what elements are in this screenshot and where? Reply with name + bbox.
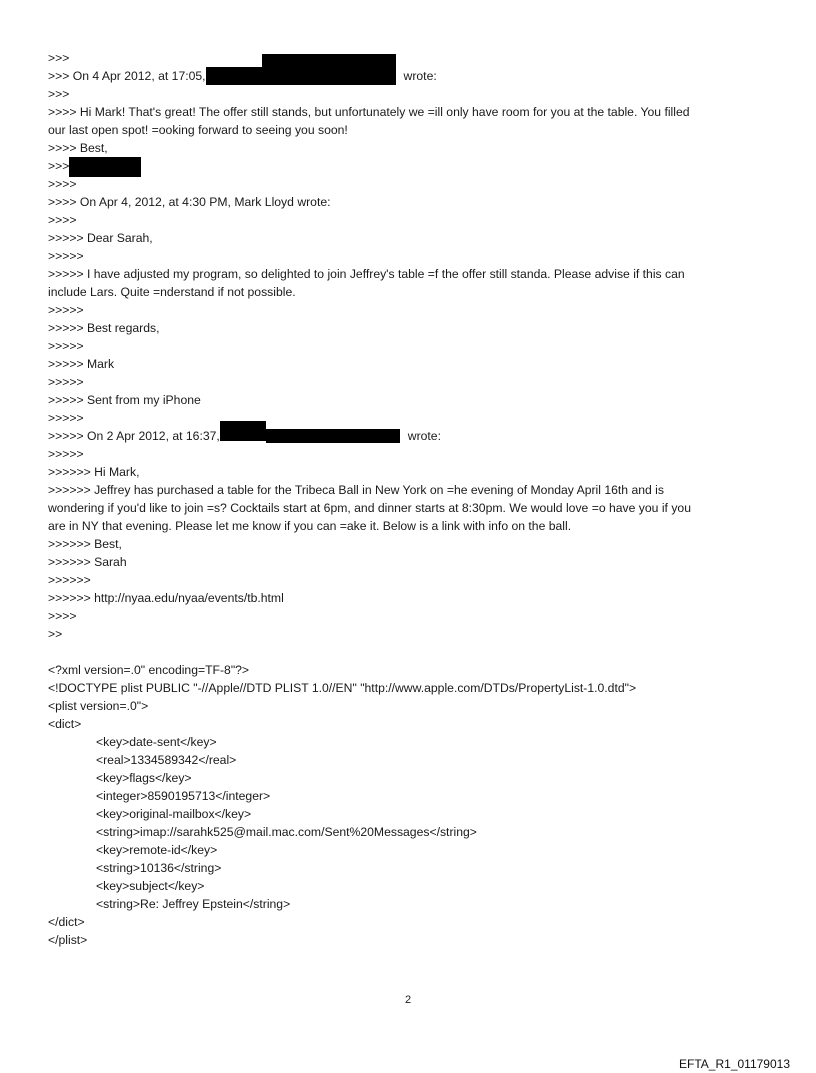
email-line: our last open spot! =ooking forward to seeing you soon! — [48, 123, 348, 137]
plist-line: <integer>8590195713</integer> — [96, 789, 271, 803]
email-line: >>>>> — [48, 303, 84, 317]
email-line: >>>>>> Sarah — [48, 555, 127, 569]
email-line: >>>> — [48, 609, 77, 623]
redaction-bar — [262, 54, 396, 85]
email-line-text: >>>>> On 2 Apr 2012, at 16:37, — [48, 429, 220, 443]
plist-line: <key>flags</key> — [96, 771, 192, 785]
email-line: >>> — [48, 51, 70, 65]
email-header-line — [48, 67, 437, 85]
email-line-text: >>> On 4 Apr 2012, at 17:05, — [48, 69, 206, 83]
plist-line: <?xml version=.0" encoding=TF-8"?> — [48, 663, 250, 677]
email-line-text: wrote: — [403, 69, 437, 83]
email-line: >>>>> Sent from my iPhone — [48, 393, 201, 407]
email-line: are in NY that evening. Please let me know if you can =ake it. Below is a link with info on the ball. — [48, 519, 572, 533]
redaction-bar — [69, 157, 141, 177]
email-line: include Lars. Quite =nderstand if not possible. — [48, 285, 296, 299]
email-line: >>>>>> Hi Mark, — [48, 465, 140, 479]
plist-line: </plist> — [48, 933, 88, 947]
email-line: >>>>> — [48, 249, 84, 263]
email-line: >>>>> I have adjusted my program, so delighted to join Jeffrey's table =f the offer still standa. Please advise if this can — [48, 267, 685, 281]
email-line: >>>>> Mark — [48, 357, 115, 371]
email-line: >> — [48, 627, 63, 641]
email-header-line — [48, 427, 441, 445]
email-line: >>>>> — [48, 447, 84, 461]
email-line: >>>>> — [48, 375, 84, 389]
email-line-text: >>> — [48, 159, 70, 173]
plist-line: <!DOCTYPE plist PUBLIC "-//Apple//DTD PLIST 1.0//EN" "http://www.apple.com/DTDs/PropertyList-1.0.dtd"> — [48, 681, 637, 695]
email-line: >>>> On Apr 4, 2012, at 4:30 PM, Mark Lloyd wrote: — [48, 195, 331, 209]
email-line: >>>> Best, — [48, 141, 108, 155]
email-line: >>> — [48, 87, 70, 101]
plist-line: <string>imap://sarahk525@mail.mac.com/Sent%20Messages</string> — [96, 825, 477, 839]
plist-line: <dict> — [48, 717, 82, 731]
email-line: >>>>>> Jeffrey has purchased a table for the Tribeca Ball in New York on =he evening of Monday April 16th and is — [48, 483, 664, 497]
plist-line: <plist version=.0"> — [48, 699, 149, 713]
email-line: >>>>> Dear Sarah, — [48, 231, 153, 245]
email-line: >>>> Hi Mark! That's great! The offer still stands, but unfortunately we =ill only have room for you at the table. You filled — [48, 105, 690, 119]
plist-line: <key>original-mailbox</key> — [96, 807, 252, 821]
email-line: >>>> — [48, 177, 77, 191]
email-line: >>>>> Best regards, — [48, 321, 160, 335]
plist-line: <string>Re: Jeffrey Epstein</string> — [96, 897, 291, 911]
email-line: >>>>>> Best, — [48, 537, 122, 551]
document-id: EFTA_R1_01179013 — [679, 1057, 790, 1071]
email-line: >>>>> — [48, 411, 84, 425]
plist-line: <key>date-sent</key> — [96, 735, 217, 749]
email-line-text: wrote: — [407, 429, 441, 443]
redaction-bar — [206, 67, 262, 85]
email-line: >>>>>> http://nyaa.edu/nyaa/events/tb.html — [48, 591, 284, 605]
plist-line: </dict> — [48, 915, 85, 929]
plist-line: <key>remote-id</key> — [96, 843, 218, 857]
email-line: >>>>>> — [48, 573, 91, 587]
page-number: 2 — [404, 994, 412, 1006]
plist-line: <string>10136</string> — [96, 861, 222, 875]
email-signature-line — [48, 157, 141, 175]
email-line: >>>>> — [48, 339, 84, 353]
plist-line: <key>subject</key> — [96, 879, 205, 893]
redaction-bar — [220, 421, 266, 441]
email-line: >>>> — [48, 213, 77, 227]
redaction-bar — [266, 429, 400, 443]
email-line: wondering if you'd like to join =s? Cocktails start at 6pm, and dinner starts at 8:30pm. We would love =o have you if you — [48, 501, 691, 515]
plist-line: <real>1334589342</real> — [96, 753, 237, 767]
